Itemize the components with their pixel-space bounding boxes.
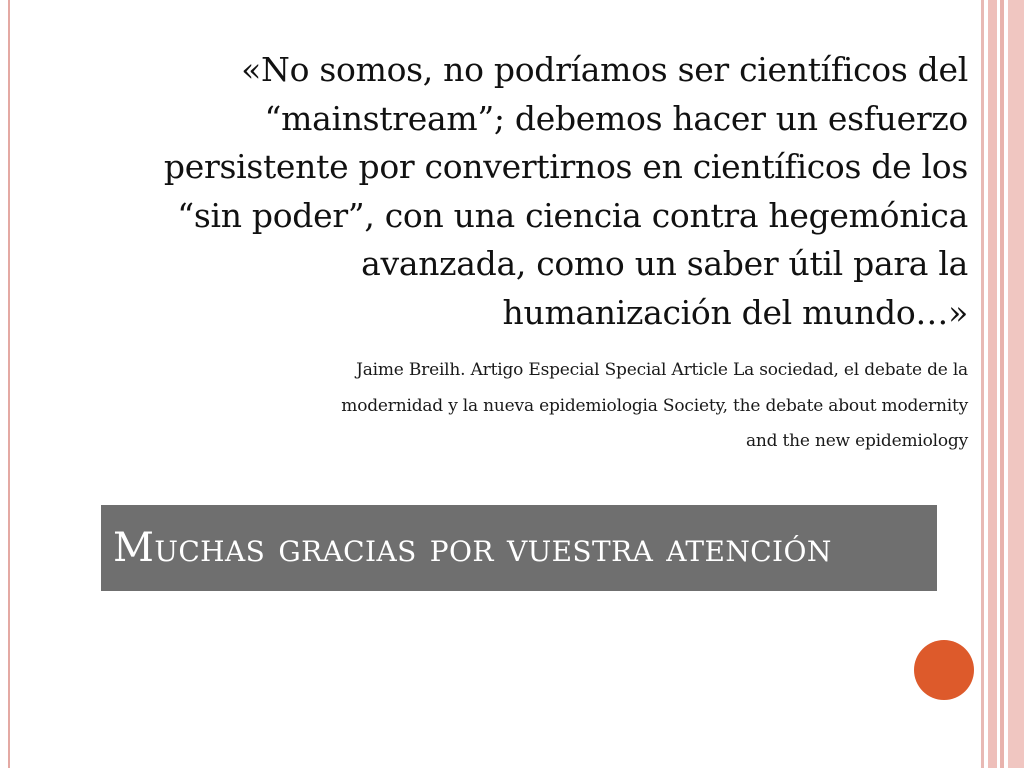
right-decorative-stripe xyxy=(1000,0,1004,768)
thanks-text: Muchas gracias por vuestra atención xyxy=(113,525,832,571)
right-decorative-stripe xyxy=(1008,0,1024,768)
citation-block xyxy=(68,353,968,460)
left-border-line xyxy=(8,0,10,768)
citation-line: Jaime Breilh. Artigo Especial Special Article La sociedad, el debate de la xyxy=(356,360,968,380)
thanks-banner xyxy=(101,505,937,591)
quote-line: avanzada, como un saber útil para la xyxy=(361,244,968,283)
right-decorative-stripe xyxy=(988,0,997,768)
quote-line: «No somos, no podríamos ser científicos del xyxy=(241,50,968,89)
right-decorative-stripe xyxy=(981,0,984,768)
quote-line: “mainstream”; debemos hacer un esfuerzo xyxy=(264,98,968,138)
quote-line: humanización del mundo…» xyxy=(502,292,968,332)
citation-line: and the new epidemiology xyxy=(745,431,968,451)
citation-line: modernidad y la nueva epidemiologia Society, the debate about modernity xyxy=(341,395,968,416)
quote-line: “sin poder”, con una ciencia contra hegemónica xyxy=(177,195,968,235)
quote-line: persistente por convertirnos en científicos de los xyxy=(163,147,968,186)
quote-block xyxy=(48,46,968,337)
orange-circle-decoration xyxy=(914,640,974,700)
